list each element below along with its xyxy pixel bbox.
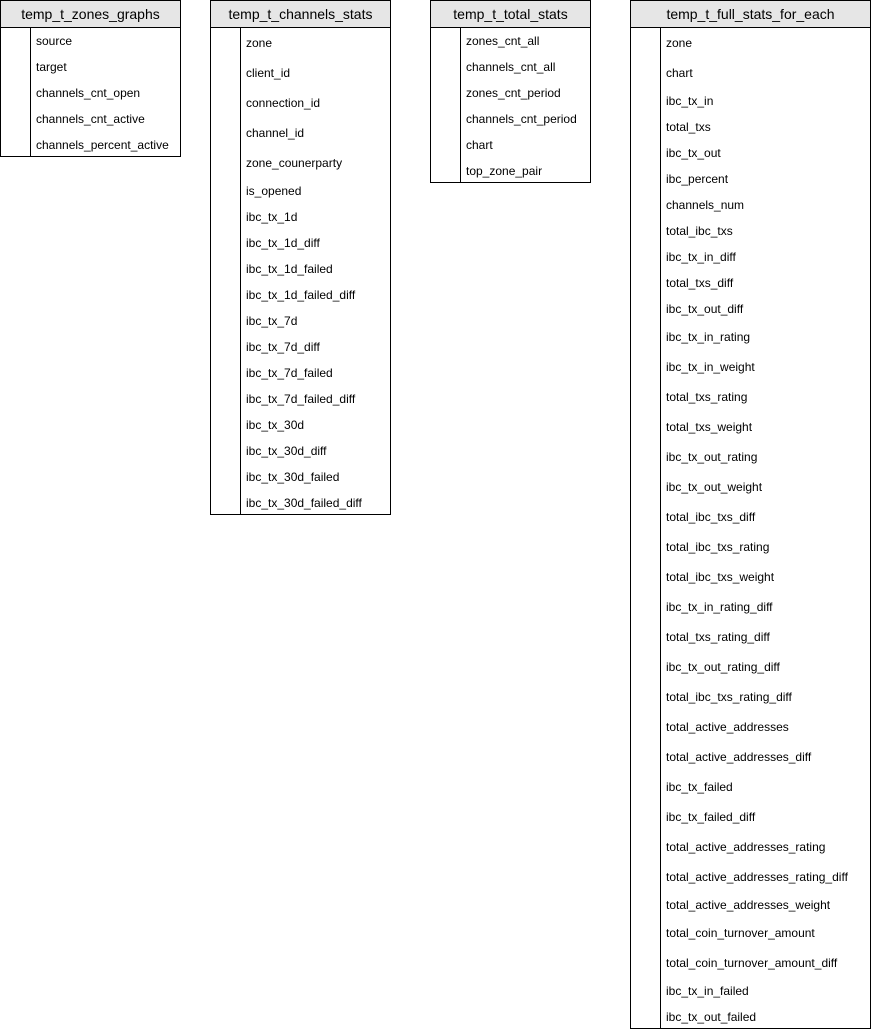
field: ibc_tx_7d_failed_diff [246,392,356,406]
field: total_ibc_txs [666,224,733,238]
field: total_active_addresses_rating [666,840,826,854]
field: total_txs_weight [666,420,753,434]
table-temp-t-channels-stats[interactable] [210,0,391,515]
field: total_coin_turnover_amount [666,926,815,940]
field: total_ibc_txs_rating [666,540,770,554]
field: total_active_addresses_diff [666,750,812,764]
field: total_ibc_txs_rating_diff [666,690,792,704]
field: ibc_tx_30d_failed_diff [246,496,362,510]
field: ibc_tx_out [666,146,721,160]
field: ibc_tx_in_rating [666,330,751,344]
field: ibc_tx_out_failed [666,1010,757,1024]
field: total_active_addresses [666,720,789,734]
field: ibc_tx_1d [246,210,298,224]
field: ibc_tx_out_rating_diff [666,660,780,674]
field-list [31,28,180,156]
field: ibc_tx_in_weight [666,360,755,374]
field: ibc_tx_1d_failed [246,262,333,276]
table-body [211,28,390,514]
field: ibc_tx_out_weight [666,480,763,494]
field: ibc_tx_in_rating_diff [666,600,773,614]
field: ibc_tx_30d [246,418,305,432]
key-column [431,28,461,182]
field: total_coin_turnover_amount_diff [666,956,838,970]
field: top_zone_pair [466,164,543,178]
field: channels_cnt_open [36,86,141,100]
field: total_txs [666,120,711,134]
field: total_active_addresses_rating_diff [666,870,848,884]
field: ibc_tx_out_diff [666,302,744,316]
field: channels_cnt_period [466,112,577,126]
field: ibc_tx_7d_failed [246,366,333,380]
table-temp-t-total-stats[interactable] [430,0,591,183]
field: zone [246,36,273,50]
field: client_id [246,66,291,80]
field: ibc_tx_1d_diff [246,236,320,250]
field: chart [466,138,493,152]
field: total_active_addresses_weight [666,898,831,912]
field: channels_percent_active [36,138,169,152]
field: channels_cnt_all [466,60,556,74]
field-list [661,28,870,1028]
table-title: temp_t_channels_stats [211,1,390,28]
field: channel_id [246,126,305,140]
table-temp-t-full-stats-for-each[interactable] [630,0,871,1029]
key-column [211,28,241,514]
field: ibc_tx_7d_diff [246,340,320,354]
table-title: temp_t_full_stats_for_each [631,1,870,28]
field: ibc_tx_30d_failed [246,470,340,484]
field: zones_cnt_period [466,86,561,100]
field: ibc_tx_in_failed [666,984,749,998]
field: zones_cnt_all [466,34,540,48]
field: ibc_tx_1d_failed_diff [246,288,356,302]
field: ibc_tx_7d [246,314,298,328]
field-list [241,28,390,514]
table-temp-t-zones-graphs[interactable] [0,0,181,157]
table-title: temp_t_total_stats [431,1,590,28]
field: total_ibc_txs_weight [666,570,775,584]
field: target [36,60,67,74]
field: total_txs_rating [666,390,748,404]
field: connection_id [246,96,321,110]
field: total_ibc_txs_diff [666,510,756,524]
table-body [631,28,870,1028]
field: chart [666,66,693,80]
field: ibc_tx_failed_diff [666,810,756,824]
field: channels_num [666,198,745,212]
table-body [1,28,180,156]
field: ibc_tx_in_diff [666,250,736,264]
field: total_txs_diff [666,276,734,290]
field: ibc_percent [666,172,729,186]
field-list [461,28,590,182]
table-body [431,28,590,182]
field: channels_cnt_active [36,112,145,126]
key-column [1,28,31,156]
field: zone_counerparty [246,156,343,170]
table-title: temp_t_zones_graphs [1,1,180,28]
field: ibc_tx_30d_diff [246,444,327,458]
field: is_opened [246,184,302,198]
field: source [36,34,73,48]
field: ibc_tx_in [666,94,714,108]
key-column [631,28,661,1028]
field: zone [666,36,693,50]
field: ibc_tx_out_rating [666,450,758,464]
field: ibc_tx_failed [666,780,733,794]
field: total_txs_rating_diff [666,630,770,644]
